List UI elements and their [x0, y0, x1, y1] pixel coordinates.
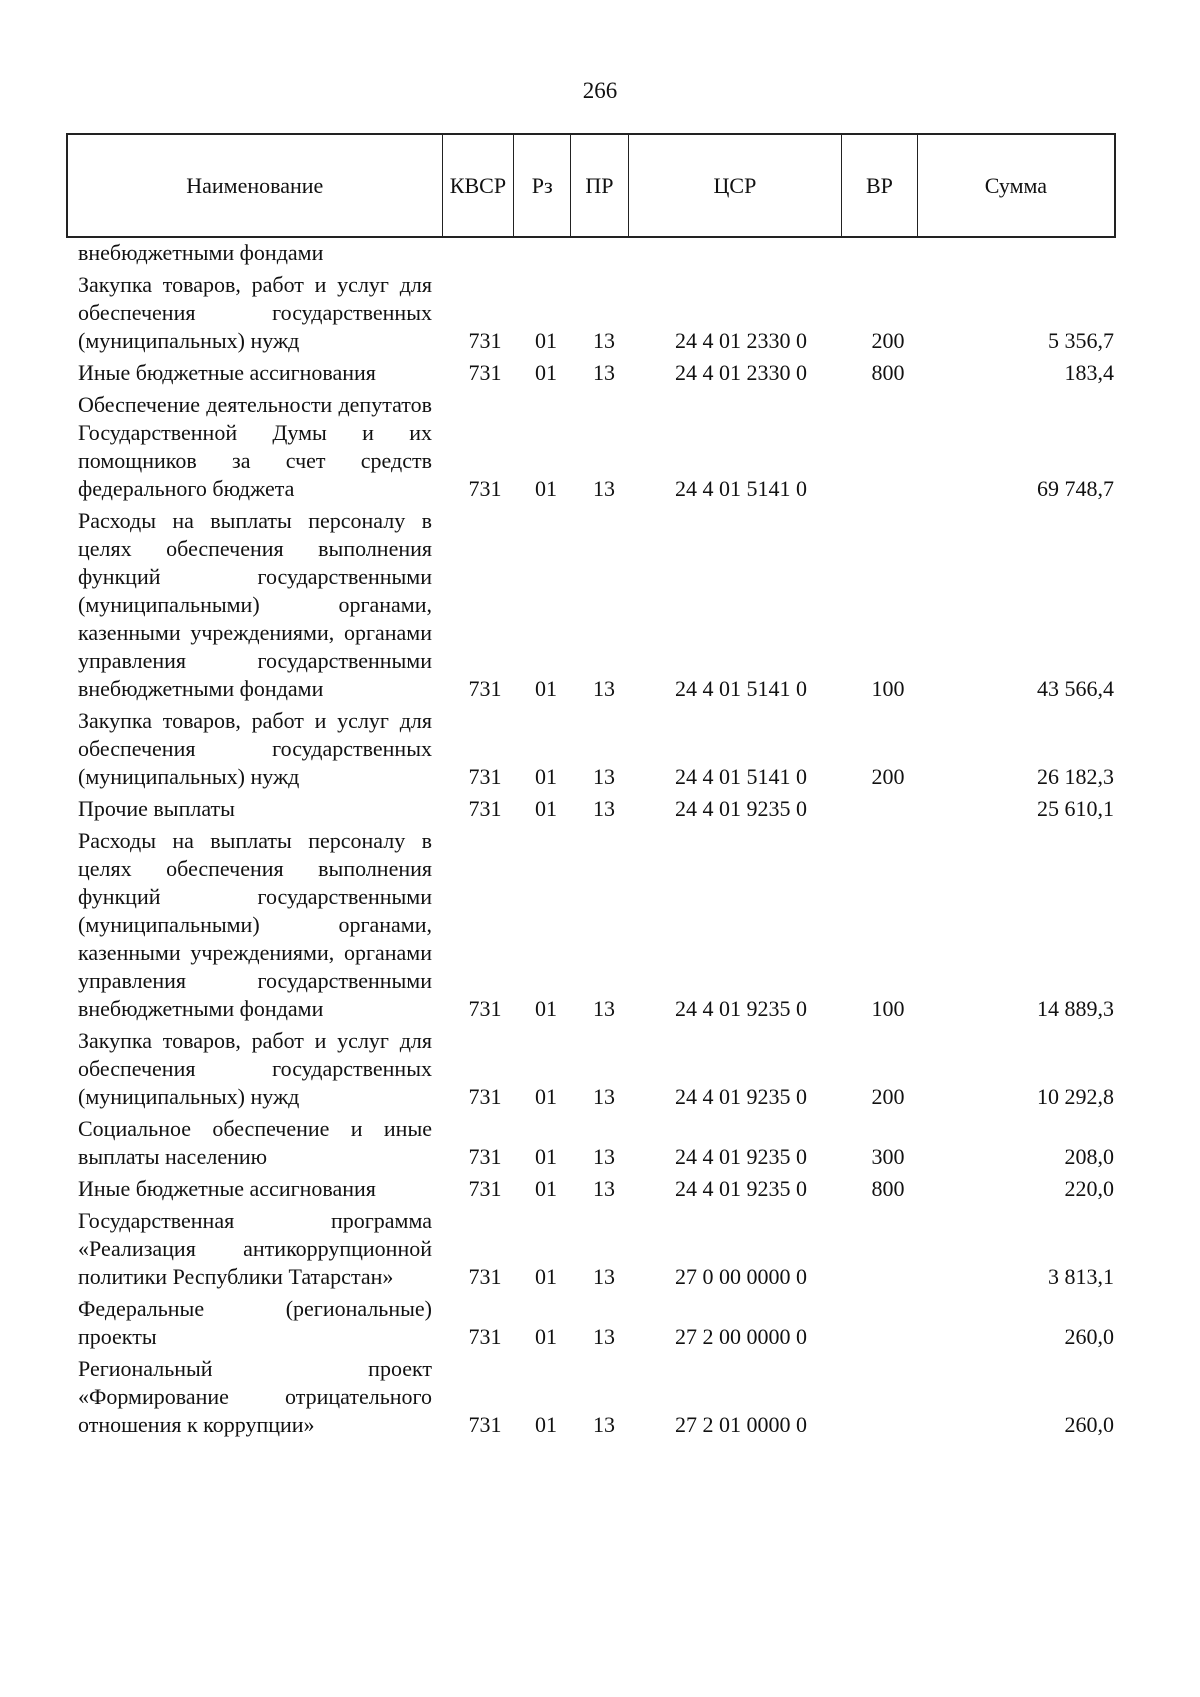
- row-pr: 13: [593, 676, 615, 701]
- row-kvsr: 731: [468, 1144, 502, 1169]
- row-sum: 3 813,1: [1048, 1264, 1114, 1289]
- row-name: Закупка товаров, работ и услуг для обеспечения государственных (муниципальных) нужд: [78, 708, 432, 789]
- row-pr: 13: [593, 1144, 615, 1169]
- row-name: Закупка товаров, работ и услуг для обеспечения государственных (муниципальных) нужд: [78, 272, 432, 353]
- row-csr: 24 4 01 9235 0: [675, 996, 807, 1021]
- row-vr: 100: [871, 996, 905, 1021]
- row-pr: 13: [593, 764, 615, 789]
- row-rz: 01: [535, 1324, 557, 1349]
- table-row: [66, 795, 1116, 823]
- header-kvsr: КВСР: [443, 135, 515, 236]
- row-vr: 200: [871, 328, 905, 353]
- header-vr: ВР: [842, 135, 918, 236]
- row-csr: 24 4 01 2330 0: [675, 328, 807, 353]
- row-kvsr: 731: [468, 1176, 502, 1201]
- row-csr: 24 4 01 2330 0: [675, 360, 807, 385]
- row-kvsr: 731: [468, 764, 502, 789]
- row-rz: 01: [535, 796, 557, 821]
- row-rz: 01: [535, 764, 557, 789]
- table-row: [66, 271, 1116, 355]
- row-sum: 69 748,7: [1037, 476, 1114, 501]
- row-sum: 43 566,4: [1037, 676, 1114, 701]
- table-row: [66, 239, 1116, 267]
- row-kvsr: 731: [468, 1324, 502, 1349]
- table-row: [66, 827, 1116, 1023]
- row-kvsr: 731: [468, 1084, 502, 1109]
- row-pr: 13: [593, 996, 615, 1021]
- row-name: Федеральные (региональные) проекты: [78, 1296, 432, 1349]
- row-rz: 01: [535, 1412, 557, 1437]
- header-pr: ПР: [571, 135, 629, 236]
- row-sum: 260,0: [1064, 1412, 1114, 1437]
- row-pr: 13: [593, 1176, 615, 1201]
- row-csr: 24 4 01 5141 0: [675, 476, 807, 501]
- row-csr: 24 4 01 9235 0: [675, 796, 807, 821]
- row-rz: 01: [535, 1264, 557, 1289]
- row-csr: 27 0 00 0000 0: [675, 1264, 807, 1289]
- header-sum: Сумма: [984, 172, 1048, 198]
- table-row: [66, 1355, 1116, 1439]
- row-rz: 01: [535, 360, 557, 385]
- row-rz: 01: [535, 476, 557, 501]
- row-pr: 13: [593, 1324, 615, 1349]
- row-pr: 13: [593, 796, 615, 821]
- row-csr: 24 4 01 9235 0: [675, 1084, 807, 1109]
- table-header: [66, 133, 1116, 238]
- row-sum: 220,0: [1064, 1176, 1114, 1201]
- row-vr: 800: [871, 1176, 905, 1201]
- row-kvsr: 731: [468, 1264, 502, 1289]
- row-kvsr: 731: [468, 476, 502, 501]
- row-csr: 24 4 01 5141 0: [675, 676, 807, 701]
- row-csr: 24 4 01 9235 0: [675, 1176, 807, 1201]
- row-csr: 27 2 00 0000 0: [675, 1324, 807, 1349]
- row-sum: 10 292,8: [1037, 1084, 1114, 1109]
- row-name: Социальное обеспечение и иные выплаты населению: [78, 1116, 432, 1169]
- row-pr: 13: [593, 1084, 615, 1109]
- row-name: Иные бюджетные ассигнования: [78, 360, 376, 385]
- row-name: Закупка товаров, работ и услуг для обеспечения государственных (муниципальных) нужд: [78, 1028, 432, 1109]
- table-row: [66, 1027, 1116, 1111]
- row-csr: 27 2 01 0000 0: [675, 1412, 807, 1437]
- row-kvsr: 731: [468, 360, 502, 385]
- row-name: Государственная программа «Реализация антикоррупционной политики Республики Татарстан»: [78, 1208, 432, 1289]
- row-name: Прочие выплаты: [78, 796, 235, 821]
- row-pr: 13: [593, 476, 615, 501]
- row-sum: 5 356,7: [1048, 328, 1114, 353]
- row-pr: 13: [593, 1264, 615, 1289]
- table-row: [66, 1115, 1116, 1171]
- row-name: Иные бюджетные ассигнования: [78, 1176, 376, 1201]
- row-rz: 01: [535, 1084, 557, 1109]
- row-rz: 01: [535, 1176, 557, 1201]
- header-rz: Рз: [514, 135, 571, 236]
- row-pr: 13: [593, 360, 615, 385]
- row-sum: 183,4: [1064, 360, 1114, 385]
- row-rz: 01: [535, 1144, 557, 1169]
- table-row: [66, 359, 1116, 387]
- row-sum: 25 610,1: [1037, 796, 1114, 821]
- row-vr: 800: [871, 360, 905, 385]
- table-row: [66, 707, 1116, 791]
- header-name: Наименование: [68, 135, 443, 236]
- row-name: внебюджетными фондами: [78, 240, 324, 265]
- row-name: Расходы на выплаты персоналу в целях обеспечения выполнения функций государственными (муниципальными) органами, казенными учреждениями, органами управления государственными внебюджетными фондами: [78, 828, 432, 1021]
- row-kvsr: 731: [468, 1412, 502, 1437]
- row-name: Обеспечение деятельности депутатов Государственной Думы и их помощников за счет средств федерального бюджета: [78, 392, 432, 501]
- row-pr: 13: [593, 328, 615, 353]
- table-row: [66, 1295, 1116, 1351]
- table-row: [66, 507, 1116, 703]
- row-csr: 24 4 01 9235 0: [675, 1144, 807, 1169]
- table-row: [66, 391, 1116, 503]
- row-vr: 300: [871, 1144, 905, 1169]
- row-sum: 14 889,3: [1037, 996, 1114, 1021]
- row-vr: 200: [871, 764, 905, 789]
- row-name: Региональный проект «Формирование отрицательного отношения к коррупции»: [78, 1356, 432, 1437]
- row-rz: 01: [535, 996, 557, 1021]
- row-vr: 100: [871, 676, 905, 701]
- row-sum: 208,0: [1064, 1144, 1114, 1169]
- row-kvsr: 731: [468, 676, 502, 701]
- row-pr: 13: [593, 1412, 615, 1437]
- table-row: [66, 1175, 1116, 1203]
- table-body: [66, 239, 1116, 1443]
- row-sum: 26 182,3: [1037, 764, 1114, 789]
- row-csr: 24 4 01 5141 0: [675, 764, 807, 789]
- row-sum: 260,0: [1064, 1324, 1114, 1349]
- row-vr: 200: [871, 1084, 905, 1109]
- row-kvsr: 731: [468, 996, 502, 1021]
- row-kvsr: 731: [468, 796, 502, 821]
- row-kvsr: 731: [468, 328, 502, 353]
- row-name: Расходы на выплаты персоналу в целях обеспечения выполнения функций государственными (муниципальными) органами, казенными учреждениями, органами управления государственными внебюджетными фондами: [78, 508, 432, 701]
- row-rz: 01: [535, 676, 557, 701]
- header-csr: ЦСР: [629, 135, 842, 236]
- row-rz: 01: [535, 328, 557, 353]
- table-row: [66, 1207, 1116, 1291]
- page-number: 266: [582, 78, 618, 103]
